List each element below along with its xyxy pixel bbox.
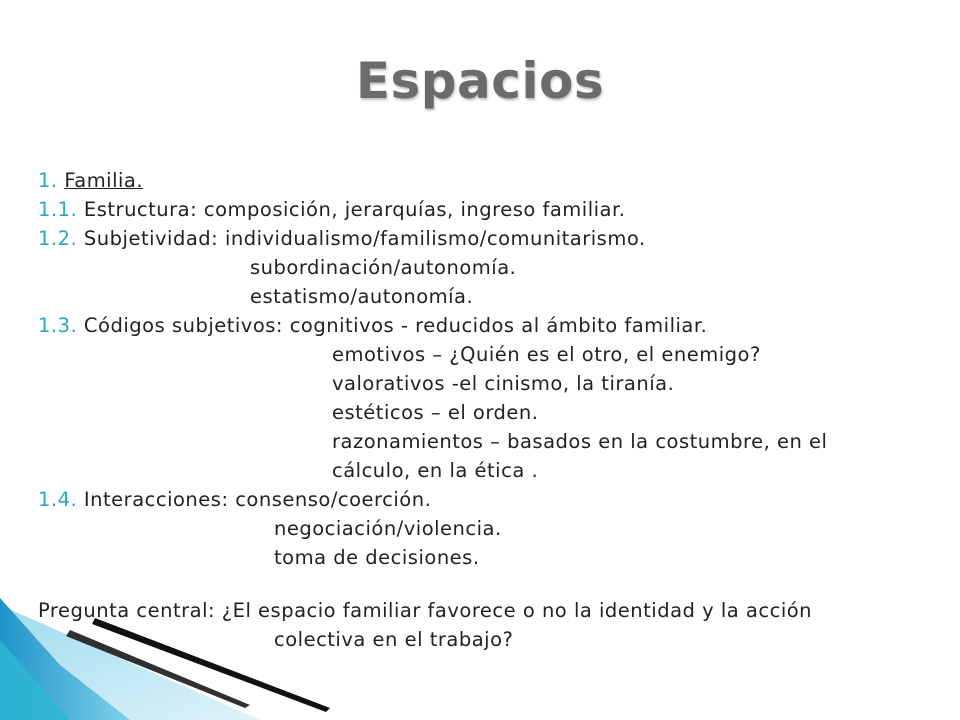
item-text: valorativos -el cinismo, la tiranía.: [332, 372, 675, 395]
item-text: estéticos – el orden.: [332, 401, 539, 424]
item-text: Interacciones: consenso/coerción.: [83, 488, 432, 511]
item-text: Estructura: composición, jerarquías, ingreso familiar.: [83, 198, 626, 221]
list-item: [274, 515, 502, 543]
list-item: [38, 196, 625, 224]
list-item: [332, 370, 674, 398]
item-text: emotivos – ¿Quién es el otro, el enemigo?: [332, 343, 761, 366]
item-text: Familia.: [64, 169, 144, 192]
item-text: cálculo, en la ética .: [332, 459, 539, 482]
item-text: estatismo/autonomía.: [250, 285, 474, 308]
slide-title: Espacios: [355, 52, 605, 110]
item-text: negociación/violencia.: [274, 517, 502, 540]
item-number: 1.1.: [38, 198, 78, 221]
item-text: Subjetividad: individualismo/familismo/comunitarismo.: [83, 227, 646, 250]
item-text: razonamientos – basados en la costumbre, en el: [332, 430, 828, 453]
list-item: [274, 544, 480, 572]
central-question: [38, 597, 812, 625]
item-text: colectiva en el trabajo?: [274, 628, 514, 651]
list-item: [332, 457, 538, 485]
list-item: [250, 283, 473, 311]
item-text: toma de decisiones.: [274, 546, 480, 569]
item-text: Pregunta central: ¿El espacio familiar favorece o no la identidad y la acción: [38, 599, 813, 622]
item-number: 1.4.: [38, 488, 78, 511]
list-item: [38, 312, 707, 340]
central-question-continued: [274, 626, 513, 654]
item-text: subordinación/autonomía.: [250, 256, 517, 279]
list-item: [38, 225, 646, 253]
list-item: [332, 341, 761, 369]
item-number: 1.3.: [38, 314, 78, 337]
item-number: 1.2.: [38, 227, 78, 250]
list-item: [38, 486, 431, 514]
list-item: [332, 399, 538, 427]
list-item: [38, 167, 143, 195]
item-number: 1.: [38, 169, 58, 192]
list-item: [332, 428, 827, 456]
list-item: [250, 254, 516, 282]
item-text: Códigos subjetivos: cognitivos - reducidos al ámbito familiar.: [83, 314, 708, 337]
